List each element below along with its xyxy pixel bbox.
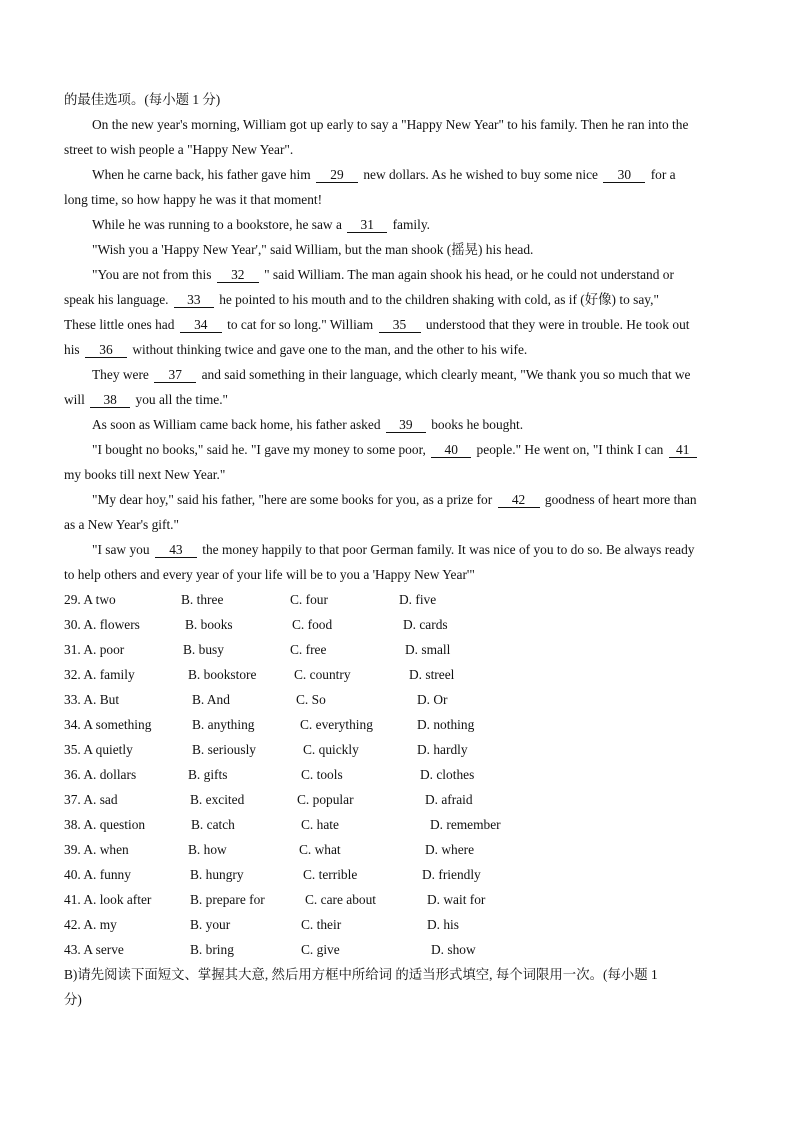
question-33-option-c[interactable]: C. So (296, 692, 326, 707)
section-instruction: 的最佳选项。(每小题 1 分) (64, 92, 221, 107)
question-34-option-b[interactable]: B. anything (192, 717, 255, 732)
question-34-option-a[interactable]: 34. A something (64, 717, 152, 732)
passage-line: While he was running to a bookstore, he saw a 31 family. (92, 217, 431, 232)
question-35-option-b[interactable]: B. seriously (192, 742, 256, 757)
question-32-option-c[interactable]: C. country (294, 667, 351, 682)
question-32-option-a[interactable]: 32. A. family (64, 667, 135, 682)
question-40-option-b[interactable]: B. hungry (190, 867, 244, 882)
question-43-option-a[interactable]: 43. A serve (64, 942, 124, 957)
question-31-option-a[interactable]: 31. A. poor (64, 642, 125, 657)
question-29-option-d[interactable]: D. five (399, 592, 437, 607)
question-36-option-d[interactable]: D. clothes (420, 767, 475, 782)
question-30-option-d[interactable]: D. cards (403, 617, 448, 632)
question-31-option-c[interactable]: C. free (290, 642, 327, 657)
blank-38[interactable]: 38 (90, 392, 130, 408)
blank-40[interactable]: 40 (431, 442, 471, 458)
passage-line: will 38 you all the time." (64, 392, 229, 407)
question-41-option-d[interactable]: D. wait for (427, 892, 486, 907)
question-36-option-a[interactable]: 36. A. dollars (64, 767, 137, 782)
question-36-option-c[interactable]: C. tools (301, 767, 343, 782)
section-b-instruction: 分) (64, 992, 82, 1007)
question-39-option-b[interactable]: B. how (188, 842, 227, 857)
blank-39[interactable]: 39 (386, 417, 426, 433)
blank-43[interactable]: 43 (155, 542, 197, 558)
question-31-option-b[interactable]: B. busy (183, 642, 224, 657)
question-39-option-a[interactable]: 39. A. when (64, 842, 129, 857)
question-32-option-d[interactable]: D. streel (409, 667, 455, 682)
question-42-option-c[interactable]: C. their (301, 917, 342, 932)
question-40-option-a[interactable]: 40. A. funny (64, 867, 131, 882)
blank-41[interactable]: 41 (669, 442, 697, 458)
question-33-option-a[interactable]: 33. A. But (64, 692, 120, 707)
question-38-option-d[interactable]: D. remember (430, 817, 501, 832)
question-30-option-b[interactable]: B. books (185, 617, 233, 632)
question-37-option-c[interactable]: C. popular (297, 792, 354, 807)
section-b-instruction: B)请先阅读下面短文、掌握其大意, 然后用方框中所给词 的适当形式填空, 每个词限用一次。(每小题 1 (64, 967, 658, 982)
question-38-option-b[interactable]: B. catch (191, 817, 235, 832)
blank-31[interactable]: 31 (347, 217, 387, 233)
passage-line: As soon as William came back home, his father asked 39 books he bought. (92, 417, 524, 432)
question-29-option-a[interactable]: 29. A two (64, 592, 116, 607)
question-29-option-c[interactable]: C. four (290, 592, 328, 607)
passage-line: street to wish people a "Happy New Year". (64, 142, 294, 157)
passage-line: "You are not from this 32 " said William. The man again shook his head, or he could not understand or (92, 267, 674, 282)
question-31-option-d[interactable]: D. small (405, 642, 451, 657)
blank-37[interactable]: 37 (154, 367, 196, 383)
question-33-option-b[interactable]: B. And (192, 692, 230, 707)
question-36-option-b[interactable]: B. gifts (188, 767, 228, 782)
question-32-option-b[interactable]: B. bookstore (188, 667, 257, 682)
question-35-option-a[interactable]: 35. A quietly (64, 742, 133, 757)
blank-36[interactable]: 36 (85, 342, 127, 358)
question-42-option-a[interactable]: 42. A. my (64, 917, 117, 932)
blank-35[interactable]: 35 (379, 317, 421, 333)
blank-29[interactable]: 29 (316, 167, 358, 183)
question-43-option-c[interactable]: C. give (301, 942, 340, 957)
question-41-option-c[interactable]: C. care about (305, 892, 377, 907)
question-40-option-d[interactable]: D. friendly (422, 867, 481, 882)
question-30-option-a[interactable]: 30. A. flowers (64, 617, 140, 632)
question-29-option-b[interactable]: B. three (181, 592, 224, 607)
question-38-option-c[interactable]: C. hate (301, 817, 339, 832)
question-40-option-c[interactable]: C. terrible (303, 867, 358, 882)
blank-42[interactable]: 42 (498, 492, 540, 508)
question-35-option-c[interactable]: C. quickly (303, 742, 359, 757)
passage-line: "Wish you a 'Happy New Year'," said William, but the man shook (摇晃) his head. (92, 242, 534, 257)
passage-line: speak his language. 33 he pointed to his mouth and to the children shaking with cold, as if (好像) to say," (64, 292, 659, 307)
question-41-option-a[interactable]: 41. A. look after (64, 892, 152, 907)
question-42-option-d[interactable]: D. his (427, 917, 459, 932)
question-34-option-d[interactable]: D. nothing (417, 717, 475, 732)
question-39-option-c[interactable]: C. what (299, 842, 341, 857)
passage-line: to help others and every year of your life will be to you a 'Happy New Year'" (64, 567, 475, 582)
blank-30[interactable]: 30 (603, 167, 645, 183)
question-37-option-a[interactable]: 37. A. sad (64, 792, 118, 807)
passage-line: "I saw you 43 the money happily to that poor German family. It was nice of you to do so. Be always ready (92, 542, 695, 557)
question-34-option-c[interactable]: C. everything (300, 717, 373, 732)
question-38-option-a[interactable]: 38. A. question (64, 817, 146, 832)
question-42-option-b[interactable]: B. your (190, 917, 231, 932)
blank-32[interactable]: 32 (217, 267, 259, 283)
passage-line: "I bought no books," said he. "I gave my money to some poor, 40 people." He went on, "I think I can 41 (92, 441, 699, 459)
question-41-option-b[interactable]: B. prepare for (190, 892, 265, 907)
question-37-option-d[interactable]: D. afraid (425, 792, 473, 807)
blank-34[interactable]: 34 (180, 317, 222, 333)
question-35-option-d[interactable]: D. hardly (417, 742, 468, 757)
question-43-option-b[interactable]: B. bring (190, 942, 234, 957)
question-37-option-b[interactable]: B. excited (190, 792, 245, 807)
question-30-option-c[interactable]: C. food (292, 617, 333, 632)
passage-line: my books till next New Year." (64, 467, 226, 482)
blank-33[interactable]: 33 (174, 292, 214, 308)
passage-line: When he carne back, his father gave him 29 new dollars. As he wished to buy some nice 30 for a (92, 167, 676, 182)
passage-line: long time, so how happy he was it that moment! (64, 192, 323, 207)
question-39-option-d[interactable]: D. where (425, 842, 475, 857)
passage-line: his 36 without thinking twice and gave one to the man, and the other to his wife. (64, 342, 528, 357)
question-33-option-d[interactable]: D. Or (417, 692, 448, 707)
passage-line: "My dear hoy," said his father, "here are some books for you, as a prize for 42 goodness of heart more than (92, 492, 697, 507)
passage-line: as a New Year's gift." (64, 517, 179, 532)
passage-line: These little ones had 34 to cat for so long." William 35 understood that they were in trouble. He took out (64, 317, 690, 332)
passage-line: They were 37 and said something in their language, which clearly meant, "We thank you so much that we (92, 367, 691, 382)
question-43-option-d[interactable]: D. show (431, 942, 476, 957)
passage-line: On the new year's morning, William got up early to say a "Happy New Year" to his family. Then he ran into the (92, 117, 689, 132)
